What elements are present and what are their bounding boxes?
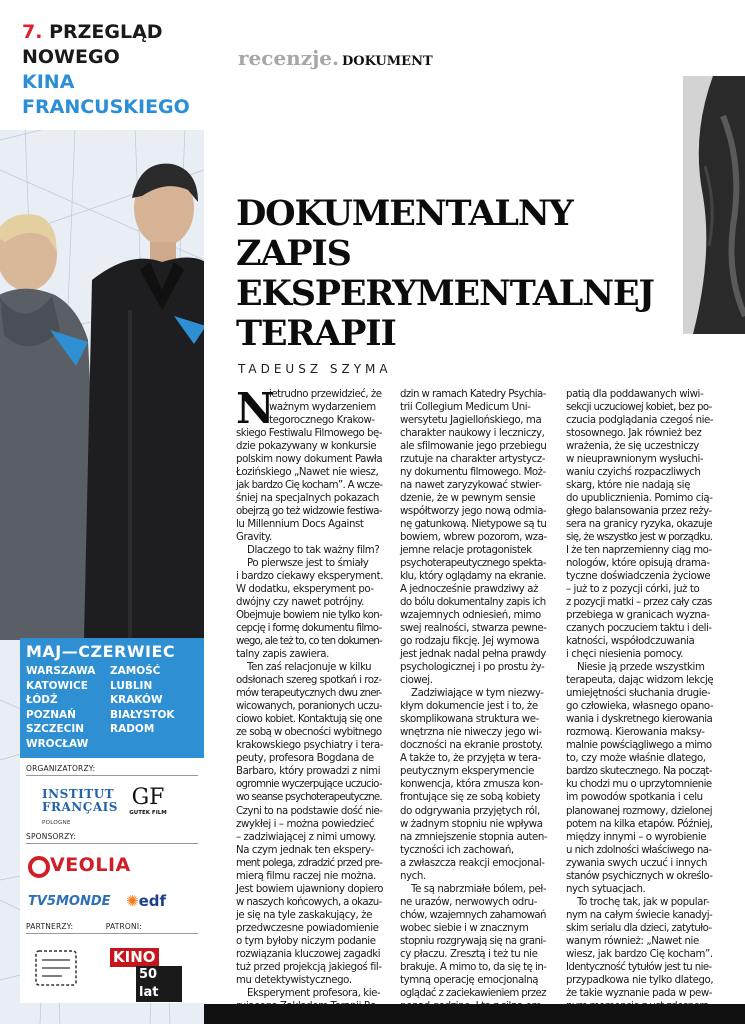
- text-line: doczności na ekranie prostoty.: [400, 740, 543, 752]
- text-line: Gravity.: [236, 532, 272, 544]
- institut-francais-logo: [42, 788, 118, 830]
- text-line: sera na granicy ryzyka, okazuje: [566, 519, 712, 531]
- text-line: do odgrywania przyjętych ról,: [400, 805, 540, 817]
- partners-label: PARTNERZY:: [26, 922, 74, 931]
- headline-line: EKSPERYMENTALNEJ: [236, 273, 654, 314]
- text-line: malnie powściągliwego a mimo: [566, 740, 712, 752]
- text-line: ze sobą w obecności wybitnego: [236, 727, 382, 739]
- sponsors-label: SPONSORZY:: [26, 832, 76, 841]
- festival-dates-panel: [20, 638, 204, 758]
- gutek-film-logo: [124, 786, 172, 816]
- text-line: terapeuta, dając widzom lekcję: [566, 675, 714, 687]
- text-line: rozmową. Kierowania maksy-: [566, 727, 705, 739]
- text-line: tymną operację emocjonalną: [400, 974, 539, 986]
- city-name: LUBLIN: [110, 679, 153, 692]
- text-line: konwencja, która zmusza kon-: [400, 779, 543, 791]
- text-line: cy płaczu. Zresztą i też tu nie: [400, 948, 538, 960]
- text-line: mierą filmu raczej nie można.: [236, 870, 376, 882]
- text-line: ale sfilmowanie jego przebiegu: [400, 441, 547, 453]
- text-line: psychoterapeutycznego spekta-: [400, 558, 546, 570]
- edf-logo-text: edf: [138, 892, 167, 910]
- text-line: w naszych końcowych, a okazu-: [236, 896, 382, 908]
- text-line: przypadkowa nie tylko dlatego,: [566, 974, 714, 986]
- city-name: KRAKÓW: [110, 694, 163, 706]
- divider: [26, 933, 198, 934]
- text-line: mów terapeutycznych dwu zner-: [236, 688, 382, 700]
- text-line: dwójny czy nawet potrójny.: [236, 597, 364, 609]
- sponsors-panel: [20, 758, 204, 1003]
- headline-line: DOKUMENTALNY: [236, 193, 573, 234]
- text-line: I że ten naprzemienny ciąg mo-: [566, 545, 712, 557]
- text-line: to, czy może właśnie dlatego,: [566, 753, 706, 765]
- text-line: Niesie ją przede wszystkim: [577, 662, 705, 674]
- text-line: To trochę tak, jak w popular-: [577, 896, 710, 908]
- text-line: ietrudno przewidzieć, że: [269, 389, 382, 400]
- text-line: dzenie, że w pewnym sensie: [400, 493, 536, 505]
- text-line: rozwiązania kluczowej zagadki: [236, 948, 381, 960]
- text-line: sekcji uczuciowej kobiet, bez po-: [566, 402, 712, 414]
- text-line: skiego Festiwalu Filmowego bę-: [236, 428, 382, 440]
- text-line: ciowej.: [400, 675, 433, 687]
- text-line: i bardzo ciekawy eksperyment.: [236, 571, 384, 583]
- text-line: Na czym jednak ten ekspery-: [236, 844, 374, 856]
- text-line: klu, który oglądamy na ekranie.: [400, 571, 546, 583]
- text-line: Czyni to na podstawie dość nie-: [236, 805, 383, 817]
- text-line: rzutuje na charakter artystycz-: [400, 454, 546, 466]
- article-photo: [683, 76, 745, 334]
- text-line: tegorocznego Krakow-: [269, 415, 375, 427]
- text-line: Identyczność tytułów jest tu nie-: [566, 961, 712, 973]
- festival-advertisement: [0, 0, 204, 1024]
- text-line: wicowanych, poranionych uczu-: [236, 701, 382, 713]
- text-line: stopniu rozgrywają się na grani-: [400, 935, 546, 947]
- text-line: wzajemnych odniesień, mimo: [400, 610, 541, 622]
- text-line: Barbaro, który prowadzi z nimi: [236, 766, 381, 778]
- text-line: że takie wyznanie pada w pew-: [566, 987, 712, 999]
- portrait-photo: [683, 76, 745, 334]
- divider: [26, 775, 198, 776]
- text-line: bardzo skutecznego. Na począt-: [566, 766, 712, 778]
- headline-line: ZAPIS: [236, 233, 351, 274]
- article-column-1: [236, 384, 384, 1013]
- text-line: A także to, że przyjęta w tera-: [400, 753, 541, 765]
- text-line: śniej na specjalnych pokazach: [236, 493, 379, 505]
- text-line: oglądać z zaciekawieniem przez: [400, 987, 546, 999]
- text-line: umiejętności słuchania drugie-: [566, 688, 711, 700]
- festival-actors-photo: [0, 130, 204, 640]
- page-footer-band: [204, 1004, 745, 1024]
- section-kind: DOKUMENT: [342, 54, 433, 69]
- festival-title-line4: FRANCUSKIEGO: [22, 96, 190, 118]
- edf-logo: [126, 892, 166, 910]
- text-line: u nich zdolności właściwego na-: [566, 844, 712, 856]
- text-line: wersytetu Jagiellońskiego, ma: [400, 415, 542, 427]
- text-line: wiesz, jak bardzo Cię kocham”.: [566, 948, 713, 960]
- article-headline: [236, 194, 681, 354]
- city-name: BIAŁYSTOK: [110, 708, 175, 721]
- city-name: WROCŁAW: [26, 737, 89, 750]
- festival-title: [22, 20, 202, 120]
- text-line: – już to z pozycji córki, już to: [566, 584, 700, 596]
- text-line: obejrzą go też widzowie festiwa-: [236, 506, 382, 518]
- text-line: stosownego. Jak również bez: [566, 428, 702, 440]
- text-line: na zmniejszenie stopnia auten-: [400, 831, 548, 843]
- text-line: go rodzaju fikcję. Jej wymowa: [400, 636, 540, 648]
- text-line: wania i dyskretnego kierowania: [566, 714, 713, 726]
- city-name: RADOM: [110, 723, 155, 735]
- text-line: Ten zaś relacjonuje w kilku: [247, 662, 372, 674]
- text-line: – zadziwiającej z nimi umowy.: [236, 831, 377, 843]
- article-column-2: [400, 388, 546, 1013]
- institut-logo-line2: FRANÇAIS: [42, 800, 118, 814]
- city-name: ZAMOŚĆ: [110, 665, 161, 677]
- text-line: peutycznym eksperymencie: [400, 766, 534, 778]
- text-line: nych sytuacjach.: [566, 883, 646, 895]
- text-line: planowanej rozmowy, dzielonej: [566, 805, 713, 817]
- city-name: POZNAŃ: [26, 708, 76, 721]
- text-line: nych.: [400, 870, 426, 882]
- city-name: KATOWICE: [26, 679, 88, 692]
- text-line: wanym również: „Nawet nie: [566, 935, 699, 947]
- text-line: im powodów spotkania i celu: [566, 792, 703, 804]
- text-line: tuż przed projekcją jakiegoś fil-: [236, 961, 382, 973]
- text-line: jak bardzo Cię kocham”. A wcze-: [236, 480, 383, 492]
- organizers-label: ORGANIZATORZY:: [26, 764, 96, 773]
- text-line: wnętrzna nie niweczy jego wi-: [400, 727, 542, 739]
- text-line: stanów psychicznych w określo-: [566, 870, 713, 882]
- text-line: Jest bowiem ujawniony dopiero: [236, 883, 384, 895]
- text-line: polskim nowy dokument Pawła: [236, 454, 383, 466]
- text-line: waniu czyichś rozpaczliwych: [566, 467, 701, 479]
- text-line: wego, ale też to, co ten dokumen-: [236, 636, 382, 648]
- text-line: ment polega, zdradzić przed pre-: [236, 857, 383, 869]
- text-line: między innymi – o wyrobienie: [566, 831, 707, 843]
- text-line: współtworzy jego nową odmia-: [400, 506, 547, 518]
- text-line: ny dokumentu filmowego. Moż-: [400, 467, 546, 479]
- section-name: recenzje.: [238, 46, 339, 70]
- tv5monde-logo: TV5MONDE: [28, 894, 111, 909]
- text-line: czucia podglądania czegoś nie-: [566, 415, 714, 427]
- text-line: w żadnym stopniu nie wpływa: [400, 818, 543, 830]
- text-line: katności, współodczuwania: [566, 636, 695, 648]
- text-line: odsłonach szereg spotkań i roz-: [236, 675, 382, 687]
- text-line: peuty, profesora Bogdana de: [236, 753, 374, 765]
- institut-logo-sub: POLOGNE: [42, 820, 71, 826]
- text-line: ogromnie wyczerpujące uczucio-: [236, 779, 382, 791]
- text-line: Eksperyment profesora, kie-: [247, 987, 381, 999]
- festival-title-line1: PRZEGLĄD: [49, 21, 163, 43]
- text-line: o tym byłoby niczym podanie: [236, 935, 376, 947]
- text-line: tyczności ich zachowań,: [400, 844, 514, 856]
- text-line: dzie pokazywany w konkursie: [236, 441, 377, 453]
- text-line: kłym dokumencie jest i to, że: [400, 701, 538, 713]
- text-line: swej realności, stwarza pewne-: [400, 623, 547, 635]
- text-line: Po pierwsze jest to śmiały: [247, 558, 369, 570]
- text-line: ciowo kobiet. Kontaktują się one: [236, 714, 382, 726]
- text-line: ważnym wydarzeniem: [269, 402, 376, 414]
- text-line: a zwłaszcza reakcji emocjonal-: [400, 857, 545, 869]
- kino-years: 50 lat: [136, 966, 182, 1002]
- text-line: charakter naukowy i leczniczy,: [400, 428, 545, 440]
- text-line: Zadziwiające w tym niezwy-: [411, 688, 544, 700]
- text-line: Te są nabrzmiałe bólem, peł-: [411, 883, 547, 895]
- text-line: psychologicznej i po prostu ży-: [400, 662, 545, 674]
- text-line: Łozińskiego „Nawet nie wiesz,: [236, 467, 379, 479]
- gutek-logo-mark: GF: [131, 785, 165, 810]
- text-line: do upublicznienia. Pomimo cią-: [566, 493, 713, 505]
- partner-stamp-logo: [32, 948, 80, 988]
- text-line: Obejmuje bowiem nie tylko kon-: [236, 610, 383, 622]
- divider: [26, 843, 198, 844]
- text-line: nym na całym świecie kanadyj-: [566, 909, 713, 921]
- text-line: wrażenia, że się uczestniczy: [566, 441, 699, 453]
- city-name: ŁÓDŹ: [26, 694, 58, 706]
- text-line: przebiega w granicach wyzna-: [566, 610, 710, 622]
- festival-number: 7.: [22, 21, 43, 43]
- text-line: skarg, które nie nadają się: [566, 480, 690, 492]
- text-line: jemne relacje protagonistek: [400, 545, 532, 557]
- text-line: nologów, które opisują drama-: [566, 558, 710, 570]
- festival-title-line3: KINA: [22, 71, 75, 93]
- kino-logo: [110, 948, 182, 1000]
- text-line: Dlaczego to tak ważny film?: [247, 545, 380, 557]
- text-line: frontujące się ze sobą kobiety: [400, 792, 541, 804]
- text-line: wobec siebie i w znacznym: [400, 922, 529, 934]
- drop-cap: N: [236, 384, 275, 433]
- text-line: lu Millennium Docs Against: [236, 519, 364, 531]
- text-line: czanych poczuciem taktu i deli-: [566, 623, 712, 635]
- article-author: TADEUSZ SZYMA: [238, 362, 392, 376]
- text-line: nę gatunkową. Nietypowe są tu: [400, 519, 547, 531]
- text-line: do bólu dokumentalny zapis ich: [400, 597, 546, 609]
- text-line: ne urazów, nerwowych odru-: [400, 896, 537, 908]
- article-column-3: [566, 388, 712, 1013]
- text-line: potem na kilka etapów. Później,: [566, 818, 713, 830]
- text-line: je się na tyle zaskakujący, że: [236, 909, 372, 921]
- text-line: go człowieka, własnego opano-: [566, 701, 714, 713]
- text-line: bowiem, wbrew pozorom, wza-: [400, 532, 547, 544]
- section-header: [238, 46, 433, 70]
- text-line: chów, wzajemnych zahamowań: [400, 909, 546, 921]
- text-line: głego balansowania przez reży-: [566, 506, 712, 518]
- patrons-label: PATRONI:: [105, 922, 142, 931]
- text-line: przedwczesne powiadomienie: [236, 922, 379, 934]
- festival-title-line2: NOWEGO: [22, 46, 120, 68]
- text-line: wo seanse psychoterapeutyczne.: [236, 792, 382, 804]
- text-line: jest jednak nadal pełna prawdy: [400, 649, 546, 661]
- text-line: ku chodzi mu o uprzytomnienie: [566, 779, 712, 791]
- edf-sun-icon: ✺: [126, 892, 139, 910]
- text-line: mu detektywistycznego.: [236, 974, 352, 986]
- festival-dates: MAJ—CZERWIEC: [26, 642, 176, 661]
- text-line: i chęci niesienia pomocy.: [566, 649, 684, 661]
- text-line: na nawet zaryzykować stwier-: [400, 480, 542, 492]
- text-line: zywania swych uczuć i innych: [566, 857, 708, 869]
- text-line: patią dla poddawanych wiwi-: [566, 389, 704, 400]
- city-name: SZCZECIN: [26, 723, 85, 735]
- text-line: A jednocześnie prawdziwy aż: [400, 584, 539, 596]
- text-line: W dodatku, eksperyment po-: [236, 584, 374, 596]
- text-line: brakuje. A mimo to, da się tę in-: [400, 961, 547, 973]
- text-line: cepcję i formę dokumentu filmo-: [236, 623, 382, 635]
- veolia-logo: VEOLIA: [50, 854, 131, 876]
- institut-logo-line1: INSTITUT: [42, 787, 115, 801]
- text-line: skim serialu dla dzieci, zatytuło-: [566, 922, 712, 934]
- gutek-logo-text: GUTEK FILM: [129, 810, 167, 816]
- text-line: w nieuprawnionym wysłuchi-: [566, 454, 704, 466]
- text-line: zwykłej i – można powiedzieć: [236, 818, 375, 830]
- text-line: dzin w ramach Katedry Psychia-: [400, 389, 546, 400]
- text-line: skomplikowana struktura we-: [400, 714, 539, 726]
- festival-cities: [26, 664, 200, 751]
- text-line: talny zapis zawiera.: [236, 649, 329, 661]
- text-line: się, że wszystko jest w porządku.: [566, 532, 713, 544]
- text-line: trii Collegium Medicum Uni-: [400, 402, 531, 414]
- text-line: z pozycji matki – przez cały czas: [566, 597, 712, 609]
- text-line: tyczne doświadczenia życiowe: [566, 571, 711, 583]
- city-name: WARSZAWA: [26, 665, 96, 677]
- text-line: krakowskiego psychiatry i tera-: [236, 740, 384, 752]
- kino-logo-text: KINO: [110, 948, 159, 967]
- headline-line: TERAPII: [236, 313, 396, 354]
- veolia-mark-icon: [28, 856, 50, 878]
